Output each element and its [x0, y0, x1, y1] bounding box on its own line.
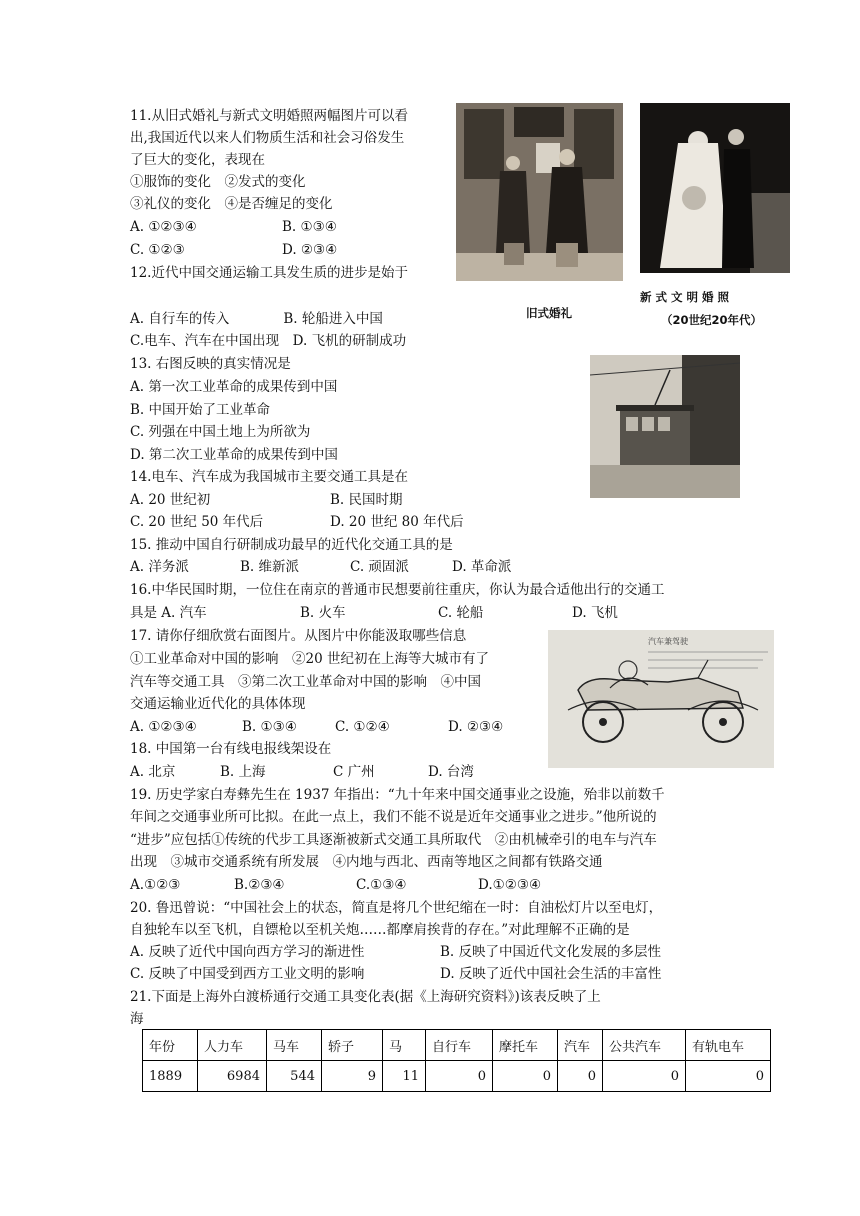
q11-option-c: C. ①②③: [130, 242, 185, 258]
q19-option-b: B.②③④: [234, 877, 285, 893]
new-wedding-caption: 新 式 文 明 婚 照: [640, 290, 730, 304]
q17-option-a: A. ①②③④: [130, 719, 197, 735]
q21-stem-1: 21.下面是上海外白渡桥通行交通工具变化表(据《上海研究资料》)该表反映了上: [130, 989, 601, 1005]
table-cell: 0: [558, 1061, 603, 1092]
q19-line-3: “进步”应包括①传统的代步工具逐渐被新式交通工具所取代 ②由机械牵引的电车与汽车: [130, 832, 657, 848]
q17-option-c: C. ①②④: [335, 719, 390, 735]
q17-line-4: 交通运输业近代化的具体体现: [130, 696, 306, 712]
table-cell: 0: [603, 1061, 686, 1092]
table-cell: 11: [383, 1061, 426, 1092]
early-car-sketch: [548, 630, 774, 768]
table-header-cell: 轿子: [322, 1030, 383, 1061]
old-wedding-caption: 旧式婚礼: [526, 306, 572, 320]
q16-line-1: 16.中华民国时期，一位住在南京的普通市民想要前往重庆，你认为最合适他出行的交通工: [130, 582, 665, 598]
q11-option-d: D. ②③④: [282, 242, 338, 258]
table-cell: 9: [322, 1061, 383, 1092]
q13-option-c: C. 列强在中国土地上为所欲为: [130, 424, 311, 440]
table-row: [143, 1061, 771, 1092]
q16-line-2-option-a: 具是 A. 汽车: [130, 605, 207, 621]
q18-option-b: B. 上海: [220, 764, 266, 780]
q21-stem-2: 海: [130, 1011, 144, 1027]
q11-option-b: B. ①③④: [282, 219, 337, 235]
q18-stem: 18. 中国第一台有线电报线架设在: [130, 741, 332, 757]
q17-stem: 17. 请你仔细欣赏右面图片。从图片中你能汲取哪些信息: [130, 628, 467, 644]
q15-option-b: B. 维新派: [240, 559, 300, 575]
table-cell: 0: [686, 1061, 771, 1092]
q11-line-5: ③礼仪的变化 ④是否缠足的变化: [130, 196, 333, 212]
table-header-cell: 人力车: [198, 1030, 267, 1061]
q14-stem: 14.电车、汽车成为我国城市主要交通工具是在: [130, 469, 408, 485]
new-wedding-photo: [640, 103, 790, 273]
q16-option-d: D. 飞机: [572, 605, 618, 621]
q20-line-1: 20. 鲁迅曾说：“中国社会上的状态，简直是将几个世纪缩在一时：自油松灯片以至电灯，: [130, 900, 663, 916]
q17-line-3: 汽车等交通工具 ③第二次工业革命对中国的影响 ④中国: [130, 674, 481, 690]
table-cell: 544: [267, 1061, 322, 1092]
q20-option-a: A. 反映了近代中国向西方学习的渐进性: [130, 944, 365, 960]
q15-option-a: A. 洋务派: [130, 559, 189, 575]
table-header-cell: 公共汽车: [603, 1030, 686, 1061]
q11-line-1: 11.从旧式婚礼与新式文明婚照两幅图片可以看: [130, 108, 408, 124]
q16-option-b: B. 火车: [300, 605, 346, 621]
table-header-cell: 摩托车: [493, 1030, 558, 1061]
table-header-cell: 年份: [143, 1030, 198, 1061]
q15-option-c: C. 顽固派: [350, 559, 409, 575]
q20-option-c: C. 反映了中国受到西方工业文明的影响: [130, 966, 365, 982]
q13-option-d: D. 第二次工业革命的成果传到中国: [130, 447, 338, 463]
car-note-handwriting: 汽车兼驾驶: [648, 637, 688, 646]
q17-option-b: B. ①③④: [242, 719, 297, 735]
q19-option-a: A.①②③: [130, 877, 181, 893]
q13-option-b: B. 中国开始了工业革命: [130, 402, 271, 418]
q17-line-2: ①工业革命对中国的影响 ②20 世纪初在上海等大城市有了: [130, 651, 489, 667]
q11-line-4: ①服饰的变化 ②发式的变化: [130, 174, 306, 190]
q18-option-a: A. 北京: [130, 764, 176, 780]
q14-option-b: B. 民国时期: [330, 492, 403, 508]
q11-option-a: A. ①②③④: [130, 219, 197, 235]
table-header-cell: 自行车: [426, 1030, 493, 1061]
q14-option-a: A. 20 世纪初: [130, 492, 211, 508]
old-wedding-photo: [456, 103, 623, 281]
table-header-cell: 马车: [267, 1030, 322, 1061]
q19-option-d: D.①②③④: [478, 877, 542, 893]
q15-option-d: D. 革命派: [452, 559, 512, 575]
traffic-table: [142, 1029, 771, 1092]
q19-line-1: 19. 历史学家白寿彝先生在 1937 年指出：“九十年来中国交通事业之设施，殆非以前数千: [130, 787, 665, 803]
q13-stem: 13. 右图反映的真实情况是: [130, 356, 291, 372]
q19-line-4: 出现 ③城市交通系统有所发展 ④内地与西北、西南等地区之间都有铁路交通: [130, 854, 603, 870]
q12-stem: 12.近代中国交通运输工具发生质的进步是始于: [130, 265, 408, 281]
table-cell: 0: [493, 1061, 558, 1092]
q14-option-c: C. 20 世纪 50 年代后: [130, 514, 264, 530]
table-header-cell: 马: [383, 1030, 426, 1061]
new-wedding-caption-date: （20世纪20年代）: [661, 313, 763, 327]
q20-line-2: 自独轮车以至飞机，自镖枪以至机关炮……都摩肩挨背的存在。”对此理解不正确的是: [130, 922, 630, 938]
q19-line-2: 年间之交通事业所可比拟。在此一点上，我们不能不说是近年交通事业之进步。”他所说的: [130, 809, 657, 825]
q18-option-d: D. 台湾: [428, 764, 474, 780]
table-cell: 6984: [198, 1061, 267, 1092]
q20-option-d: D. 反映了近代中国社会生活的丰富性: [440, 966, 662, 982]
q14-option-d: D. 20 世纪 80 年代后: [330, 514, 464, 530]
q11-line-3: 了巨大的变化，表现在: [130, 152, 265, 168]
table-cell: 1889: [143, 1061, 198, 1092]
q12-options-row-1: A. 自行车的传入 B. 轮船进入中国: [130, 311, 383, 327]
q17-option-d: D. ②③④: [448, 719, 504, 735]
tram-photo: [590, 355, 740, 498]
q16-option-c: C. 轮船: [438, 605, 484, 621]
q20-option-b: B. 反映了中国近代文化发展的多层性: [440, 944, 662, 960]
table-header-cell: 有轨电车: [686, 1030, 771, 1061]
q19-option-c: C.①③④: [356, 877, 407, 893]
q12-options-row-2: C.电车、汽车在中国出现 D. 飞机的研制成功: [130, 333, 407, 349]
q13-option-a: A. 第一次工业革命的成果传到中国: [130, 379, 338, 395]
table-header-cell: 汽车: [558, 1030, 603, 1061]
q11-line-2: 出,我国近代以来人们物质生活和社会习俗发生: [130, 130, 405, 146]
table-cell: 0: [426, 1061, 493, 1092]
q18-option-c: C 广州: [333, 764, 375, 780]
table-header-row: [143, 1030, 771, 1061]
q15-stem: 15. 推动中国自行研制成功最早的近代化交通工具的是: [130, 537, 453, 553]
